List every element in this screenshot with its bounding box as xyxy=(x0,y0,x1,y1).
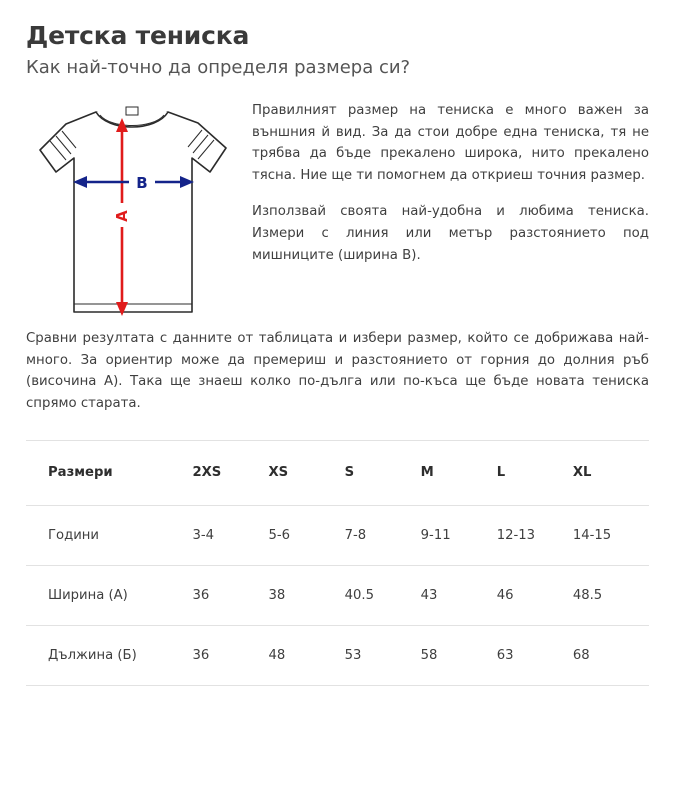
cell-years-xl xyxy=(573,505,649,565)
table-header-cell-6: XL xyxy=(573,441,649,505)
cell-value: 7-8 xyxy=(344,527,367,543)
table-header-cell-4: M xyxy=(421,441,497,505)
intro-paragraph-1: Правилният размер на тениска е много важен за външния й вид. За да стои добре една тениска, тя не трябва да бъде прекалено широка, нито прекалено тясна. Ние ще ти помогнем да откриеш точния размер. xyxy=(252,103,649,183)
intro-paragraph-3-wrapper xyxy=(26,328,649,414)
table-header-cell-1: 2XS xyxy=(192,441,268,505)
row-label-length: Дължина (Б) xyxy=(26,625,192,685)
cell-width-xs xyxy=(269,565,345,625)
size-table xyxy=(26,440,649,686)
page-subtitle: Как най-точно да определя размера си? xyxy=(26,56,411,78)
table-header-cell-0: Размери xyxy=(26,441,192,505)
cell-value: 53 xyxy=(344,647,362,663)
table-row xyxy=(26,505,649,565)
cell-width-xl xyxy=(573,565,649,625)
cell-years-l xyxy=(497,505,573,565)
cell-length-xs xyxy=(269,625,345,685)
table-row xyxy=(26,625,649,685)
cell-value: 40.5 xyxy=(344,587,374,603)
cell-value: 48.5 xyxy=(572,587,603,603)
table-row xyxy=(26,565,649,625)
cell-length-l xyxy=(497,625,573,685)
svg-text:B: B xyxy=(136,174,148,193)
cell-years-xs xyxy=(269,505,345,565)
table-header-cell-3: S xyxy=(345,441,421,505)
cell-length-s xyxy=(345,625,421,685)
table-header-row xyxy=(26,441,649,505)
row-label-width: Ширина (A) xyxy=(26,565,192,625)
intro-section xyxy=(26,94,649,326)
size-table-body xyxy=(26,505,649,685)
cell-value: 46 xyxy=(496,587,514,603)
cell-width-l xyxy=(497,565,573,625)
cell-value: 14-15 xyxy=(572,527,612,543)
cell-value: 3-4 xyxy=(192,527,214,543)
cell-value: 43 xyxy=(420,587,438,603)
cell-years-m xyxy=(421,505,497,565)
table-header-cell-5: L xyxy=(497,441,573,505)
cell-value: 68 xyxy=(572,647,590,663)
cell-value: 36 xyxy=(192,647,210,663)
cell-length-2xs xyxy=(192,625,268,685)
cell-width-2xs xyxy=(192,565,268,625)
cell-years-2xs xyxy=(192,505,268,565)
row-label-years: Години xyxy=(26,505,192,565)
intro-paragraph-3: Сравни резултата с данните от таблицата и избери размер, който се добрижава най-много. За ориентир може да премериш и разстоянието от горния до долния ръб (височина A). Така ще знаеш колко по-дълга или по-къса ще бъде новата тениска спрямо старата. xyxy=(26,331,649,411)
cell-value: 5-6 xyxy=(268,527,291,543)
cell-value: 63 xyxy=(496,647,514,663)
cell-width-s xyxy=(345,565,421,625)
cell-years-s xyxy=(345,505,421,565)
intro-paragraph-2: Използвай своята най-удобна и любима тениска. Измери с линия или метър разстоянието под мишниците (ширина B). xyxy=(252,204,649,263)
cell-value: 9-11 xyxy=(420,527,451,543)
page-title: Детска тениска xyxy=(26,21,250,50)
table-header-cell-2: XS xyxy=(269,441,345,505)
cell-length-m xyxy=(421,625,497,685)
cell-value: 38 xyxy=(268,587,286,603)
cell-value: 12-13 xyxy=(496,527,536,543)
tshirt-diagram xyxy=(26,94,238,326)
intro-text-column xyxy=(252,94,649,281)
cell-width-m xyxy=(421,565,497,625)
cell-value: 48 xyxy=(268,647,286,663)
svg-text:A: A xyxy=(113,210,131,223)
cell-value: 36 xyxy=(192,587,210,603)
cell-value: 58 xyxy=(420,647,438,663)
cell-length-xl xyxy=(573,625,649,685)
size-table-head xyxy=(26,441,649,505)
